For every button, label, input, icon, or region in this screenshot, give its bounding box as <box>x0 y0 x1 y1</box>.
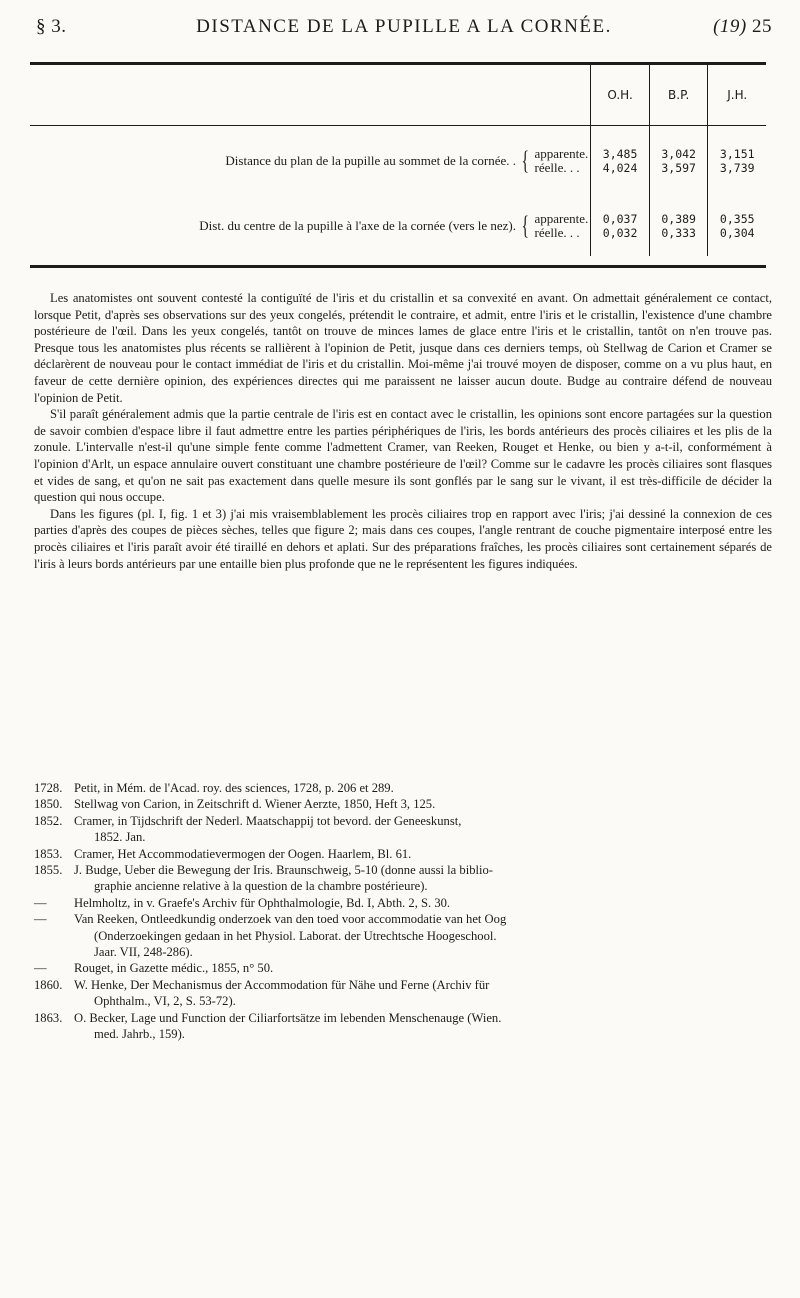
sub-label-apparent: apparente. <box>534 211 589 226</box>
list-item <box>34 911 772 960</box>
brace-glyph: { <box>521 146 530 175</box>
ref-year: 1852. <box>34 813 63 828</box>
row-label: Dist. du centre de la pupille à l'axe de la cornée (vers le nez). <box>199 218 517 233</box>
sub-label-real: réelle. . . <box>534 160 580 175</box>
ref-text-cont: Jaar. VII, 248-286). <box>94 945 193 960</box>
ref-text-cont: (Onderzoekingen gedaan in het Physiol. Laborat. der Utrechtsche Hoogeschool. <box>94 928 497 943</box>
body-text <box>34 290 772 572</box>
row-label: Distance du plan de la pupille au sommet de la cornée. . <box>225 153 517 168</box>
ref-year: — <box>34 961 47 976</box>
list-item <box>34 780 772 796</box>
col-header-bp: B.P. <box>649 65 708 126</box>
list-item <box>34 813 772 846</box>
ref-text: O. Becker, Lage und Function der Ciliarfortsätze im lebenden Menschenauge (Wien. <box>74 1010 502 1025</box>
ref-text: Cramer, Het Accommodatievermogen der Oogen. Haarlem, Bl. 61. <box>74 846 412 861</box>
ref-text: Petit, in Mém. de l'Acad. roy. des sciences, 1728, p. 206 et 289. <box>74 781 394 795</box>
cell-value: 0,333 <box>661 226 696 240</box>
cell-value: 3,485 <box>602 147 638 161</box>
ref-year: 1860. <box>34 977 63 992</box>
section-number: § 3. <box>36 16 67 37</box>
cell-value: 3,151 <box>719 147 755 161</box>
bibliography <box>34 780 772 1043</box>
ref-text-cont: 1852. Jan. <box>94 830 146 845</box>
ref-year: 1855. <box>34 863 63 878</box>
ref-year: — <box>34 895 47 910</box>
ref-text: Rouget, in Gazette médic., 1855, n° 50. <box>74 961 274 976</box>
cell-value: 0,389 <box>661 212 696 226</box>
list-item <box>34 862 772 895</box>
table-row <box>30 196 766 256</box>
cell-value: 3,042 <box>661 147 696 161</box>
paragraph: Dans les figures (pl. I, fig. 1 et 3) j'ai mis vraisemblablement les procès ciliaires trop en rapport avec l'iris; j'ai dessiné la connexion de ces parties d'après des coupes de pièces sèches, telles que figure 2; mais dans ces coupes, l'angle rentrant de couche pigmentaire interposé entre les procès ciliaires et l'iris paraît avoir été tiraillé en dehors et aplati. Sur des préparations fraîches, les procès ciliaires sont certainement séparés de l'iris à leurs bords antérieurs par une entaille bien plus profonde que ne le représentent les figures indiquées. <box>34 506 772 571</box>
col-header-jh: J.H. <box>708 65 766 126</box>
page-title: DISTANCE DE LA PUPILLE A LA CORNÉE. <box>196 16 612 37</box>
list-item <box>34 1010 772 1043</box>
sub-label-apparent: apparente. <box>534 146 589 161</box>
col-header-oh: O.H. <box>591 65 650 126</box>
page-num: 25 <box>752 16 772 37</box>
ref-text: Van Reeken, Ontleedkundig onderzoek van den toed voor accommodatie van het Oog <box>74 912 507 927</box>
cell-value: 3,597 <box>661 161 696 175</box>
ref-text: J. Budge, Ueber die Bewegung der Iris. Braunschweig, 5-10 (donne aussi la biblio- <box>74 863 493 878</box>
sub-label-real: réelle. . . <box>534 225 580 240</box>
list-item <box>34 796 772 812</box>
list-item <box>34 977 772 1010</box>
page-paren: (19) <box>713 16 747 37</box>
ref-year: 1728. <box>34 781 63 795</box>
paragraph: S'il paraît généralement admis que la partie centrale de l'iris est en contact avec le cristallin, les opinions sont encore partagées sur la question de savoir combien d'espace libre il faut admettre entre les parties périphériques de l'iris, les bords antérieurs des procès ciliaires et les plis de la zonule. L'intervalle n'est-il qu'une simple fente comme l'admettent Cramer, van Reeken, Rouget et Henke, ou bien y a-t-il, conformément à l'opinion d'Arlt, un espace annulaire ouvert constituant une chambre postérieure de l'œil? Comme sur le cadavre les procès ciliaires sont flasques et vides de sang, et qu'on ne sait pas exactement dans quelle mesure ils sont gonflés par le sang sur le vivant, il est très-difficile de décider la question qui nous occupe. <box>34 407 772 505</box>
ref-year: 1850. <box>34 797 63 812</box>
ref-year: 1863. <box>34 1010 63 1025</box>
cell-value: 0,304 <box>719 226 755 240</box>
list-item <box>34 846 772 862</box>
cell-value: 0,355 <box>719 212 755 226</box>
ref-text-cont: med. Jahrb., 159). <box>94 1027 185 1042</box>
list-item <box>34 960 772 976</box>
list-item <box>34 895 772 911</box>
page-number <box>713 16 772 38</box>
ref-text-cont: graphie ancienne relative à la question de la chambre postérieure). <box>94 879 428 894</box>
table-row <box>30 126 766 197</box>
ref-text: W. Henke, Der Mechanismus der Accommodation für Nähe und Ferne (Archiv für <box>74 977 490 992</box>
brace-glyph: { <box>521 211 530 240</box>
ref-text-cont: Ophthalm., VI, 2, S. 53-72). <box>94 994 236 1009</box>
ref-text: Cramer, in Tijdschrift der Nederl. Maatschappij tot bevord. der Geneeskunst, <box>74 813 462 828</box>
ref-year: 1853. <box>34 846 63 861</box>
page-header <box>36 12 772 42</box>
ref-year: — <box>34 912 47 927</box>
measurement-table <box>30 62 766 268</box>
cell-value: 0,037 <box>602 212 638 226</box>
cell-value: 4,024 <box>602 161 638 175</box>
cell-value: 0,032 <box>602 226 638 240</box>
cell-value: 3,739 <box>719 161 755 175</box>
ref-text: Stellwag von Carion, in Zeitschrift d. Wiener Aerzte, 1850, Heft 3, 125. <box>74 797 436 812</box>
ref-text: Helmholtz, in v. Graefe's Archiv für Ophthalmologie, Bd. I, Abth. 2, S. 30. <box>74 895 451 910</box>
paragraph: Les anatomistes ont souvent contesté la contiguïté de l'iris et du cristallin et sa convexité en avant. On admettait généralement ce contact, lorsque Petit, d'après ses observations sur des yeux congelés, prétendit le contraire, et admit, entre l'iris et le cristallin, l'existence d'une chambre postérieure de l'œil. Dans les yeux congelés, tantôt on trouve de minces lames de glace entre l'iris et le cristallin, tantôt on n'en trouve pas. Presque tous les anatomistes plus récents se rallièrent à l'opinion de Petit, jusque dans ces derniers temps, où Stellwag de Carion et Cramer se déclarèrent de nouveau pour le contact immédiat de l'iris et du cristallin. Moi-même j'ai trouvé moyen de disposer, comme on a vu plus haut, en faveur de cette dernière opinion, des expériences directes qui me paraissent ne laisser aucun doute. Budge au contraire défend de nouveau l'opinion de Petit. <box>34 291 772 405</box>
